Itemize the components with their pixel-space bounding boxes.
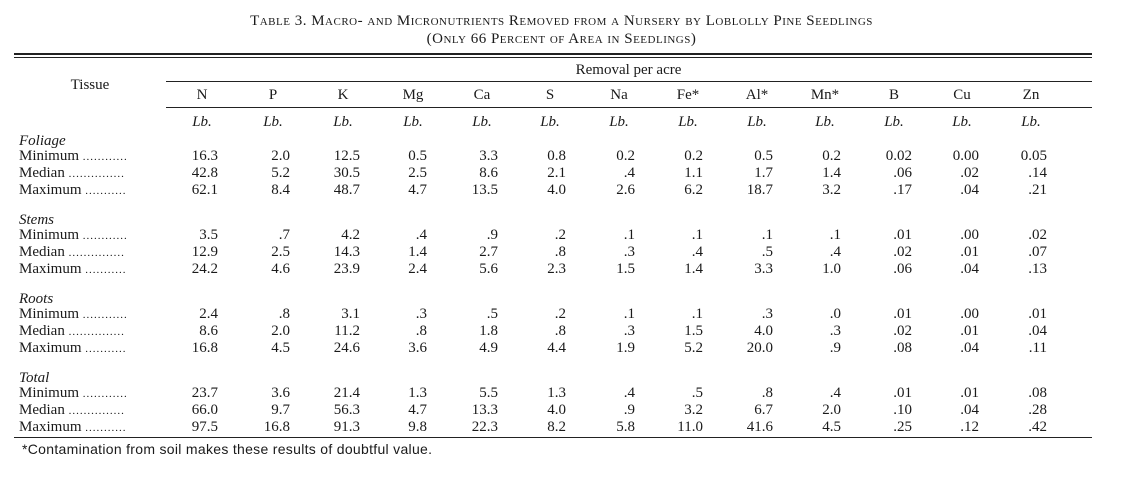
table-cell: 16.8 bbox=[263, 419, 290, 435]
unit-label: Lb. bbox=[403, 114, 423, 130]
row-label bbox=[19, 244, 125, 262]
row-label-text: Maximum bbox=[19, 340, 82, 356]
removal-header: Removal per acre bbox=[575, 62, 682, 78]
row-label-text: Minimum bbox=[19, 148, 80, 164]
table-cell: .8 bbox=[761, 385, 773, 401]
table-cell: .02 bbox=[1028, 227, 1047, 243]
table-cell: .04 bbox=[960, 261, 979, 277]
column-header-b: B bbox=[888, 87, 899, 103]
table-cell: 4.5 bbox=[271, 340, 290, 356]
leader-dots: ............ bbox=[79, 151, 128, 163]
column-header-s: S bbox=[545, 87, 555, 103]
column-header-n: N bbox=[196, 87, 208, 103]
table-cell: .4 bbox=[829, 244, 841, 260]
column-header-ca: Ca bbox=[473, 87, 491, 103]
table-cell: .4 bbox=[829, 385, 841, 401]
table-cell: .08 bbox=[1028, 385, 1047, 401]
top-rule-thick bbox=[14, 53, 1092, 55]
table-cell: .14 bbox=[1028, 165, 1047, 181]
table-cell: 20.0 bbox=[746, 340, 773, 356]
table-cell: 1.9 bbox=[616, 340, 635, 356]
table-cell: 0.00 bbox=[952, 148, 979, 164]
leader-dots: ............ bbox=[79, 388, 128, 400]
tissue-header: Tissue bbox=[70, 77, 110, 93]
table-cell: 4.0 bbox=[547, 402, 566, 418]
unit-label: Lb. bbox=[747, 114, 767, 130]
table-cell: 1.5 bbox=[684, 323, 703, 339]
table-cell: .3 bbox=[829, 323, 841, 339]
table-cell: 0.5 bbox=[408, 148, 427, 164]
table-cell: .8 bbox=[278, 306, 290, 322]
row-label-text: Maximum bbox=[19, 182, 82, 198]
table-cell: 1.4 bbox=[684, 261, 703, 277]
table-cell: 3.2 bbox=[684, 402, 703, 418]
table-cell: 23.7 bbox=[191, 385, 218, 401]
table-cell: 1.4 bbox=[822, 165, 841, 181]
table-cell: .00 bbox=[960, 227, 979, 243]
table-cell: .1 bbox=[691, 227, 703, 243]
row-label bbox=[19, 340, 127, 358]
row-label bbox=[19, 419, 127, 437]
table-cell: 5.6 bbox=[479, 261, 498, 277]
row-label-text: Median bbox=[19, 402, 65, 418]
table-cell: 2.6 bbox=[616, 182, 635, 198]
table-cell: 13.3 bbox=[471, 402, 498, 418]
row-label-text: Minimum bbox=[19, 306, 80, 322]
row-label bbox=[19, 182, 127, 200]
table-cell: 8.2 bbox=[547, 419, 566, 435]
table-cell: .04 bbox=[1028, 323, 1047, 339]
unit-label: Lb. bbox=[815, 114, 835, 130]
table-cell: 16.8 bbox=[191, 340, 218, 356]
table-cell: .5 bbox=[761, 244, 773, 260]
table-cell: 0.2 bbox=[684, 148, 703, 164]
table-title: Table 3. Macro- and Micronutrients Removed from a Nursery by Loblolly Pine Seedlings bbox=[250, 13, 873, 29]
table-cell: .04 bbox=[960, 402, 979, 418]
table-cell: 5.5 bbox=[479, 385, 498, 401]
table-cell: .2 bbox=[554, 227, 566, 243]
table-cell: 8.4 bbox=[271, 182, 290, 198]
table-cell: 62.1 bbox=[191, 182, 218, 198]
row-label bbox=[19, 385, 128, 403]
table-cell: .01 bbox=[893, 306, 912, 322]
table-cell: 97.5 bbox=[191, 419, 218, 435]
table-cell: 66.0 bbox=[191, 402, 218, 418]
table-cell: .01 bbox=[960, 385, 979, 401]
table-cell: .13 bbox=[1028, 261, 1047, 277]
table-cell: 2.5 bbox=[271, 244, 290, 260]
column-header-cu: Cu bbox=[953, 87, 971, 103]
table-cell: .1 bbox=[623, 227, 635, 243]
table-subtitle: (Only 66 Percent of Area in Seedlings) bbox=[426, 31, 697, 47]
table-cell: .21 bbox=[1028, 182, 1047, 198]
table-cell: .17 bbox=[893, 182, 912, 198]
table-cell: .06 bbox=[893, 165, 912, 181]
row-label bbox=[19, 306, 128, 324]
table-cell: .1 bbox=[829, 227, 841, 243]
section-label-total: Total bbox=[19, 370, 50, 386]
table-cell: .01 bbox=[1028, 306, 1047, 322]
row-label-text: Maximum bbox=[19, 261, 82, 277]
table-cell: 3.5 bbox=[199, 227, 218, 243]
table-cell: .5 bbox=[691, 385, 703, 401]
table-cell: 2.7 bbox=[479, 244, 498, 260]
row-label-text: Median bbox=[19, 165, 65, 181]
table-cell: 14.3 bbox=[333, 244, 360, 260]
row-label-text: Maximum bbox=[19, 419, 82, 435]
table-cell: .00 bbox=[960, 306, 979, 322]
table-cell: .3 bbox=[761, 306, 773, 322]
table-cell: 8.6 bbox=[199, 323, 218, 339]
table-cell: .8 bbox=[415, 323, 427, 339]
table-cell: 24.6 bbox=[333, 340, 360, 356]
leader-dots: ............... bbox=[64, 247, 125, 259]
table-cell: .3 bbox=[623, 323, 635, 339]
table-cell: 6.7 bbox=[754, 402, 773, 418]
table-cell: .02 bbox=[893, 323, 912, 339]
row-label-text: Median bbox=[19, 244, 65, 260]
unit-label: Lb. bbox=[884, 114, 904, 130]
table-cell: .3 bbox=[415, 306, 427, 322]
row-label bbox=[19, 402, 125, 420]
table-cell: 0.2 bbox=[822, 148, 841, 164]
section-label-stems: Stems bbox=[19, 212, 54, 228]
table-cell: .1 bbox=[691, 306, 703, 322]
top-rule-thin bbox=[14, 57, 1092, 58]
unit-label: Lb. bbox=[678, 114, 698, 130]
table-cell: 4.0 bbox=[754, 323, 773, 339]
table-cell: 3.6 bbox=[271, 385, 290, 401]
row-label bbox=[19, 323, 125, 341]
unit-label: Lb. bbox=[192, 114, 212, 130]
table-cell: 1.7 bbox=[754, 165, 773, 181]
table-cell: 4.7 bbox=[408, 182, 427, 198]
table-cell: 1.3 bbox=[408, 385, 427, 401]
leader-dots: ............... bbox=[64, 326, 125, 338]
row-label bbox=[19, 261, 127, 279]
column-header-zn: Zn bbox=[1022, 87, 1040, 103]
table-cell: .02 bbox=[893, 244, 912, 260]
table-cell: 6.2 bbox=[684, 182, 703, 198]
table-cell: 2.0 bbox=[271, 148, 290, 164]
unit-label: Lb. bbox=[263, 114, 283, 130]
table-cell: .06 bbox=[893, 261, 912, 277]
table-cell: .3 bbox=[623, 244, 635, 260]
table-cell: 0.05 bbox=[1020, 148, 1047, 164]
removal-header-rule bbox=[166, 81, 1092, 82]
table-cell: 1.5 bbox=[616, 261, 635, 277]
table-cell: 16.3 bbox=[191, 148, 218, 164]
leader-dots: ........... bbox=[81, 264, 127, 276]
row-label bbox=[19, 165, 125, 183]
leader-dots: ............... bbox=[64, 405, 125, 417]
table-cell: 56.3 bbox=[333, 402, 360, 418]
table-cell: 9.8 bbox=[408, 419, 427, 435]
table-cell: .5 bbox=[486, 306, 498, 322]
table-cell: 2.0 bbox=[822, 402, 841, 418]
table-cell: 4.4 bbox=[547, 340, 566, 356]
table-cell: 23.9 bbox=[333, 261, 360, 277]
table-cell: .01 bbox=[893, 385, 912, 401]
table-cell: 1.0 bbox=[822, 261, 841, 277]
table-cell: 91.3 bbox=[333, 419, 360, 435]
table-cell: 1.4 bbox=[408, 244, 427, 260]
unit-label: Lb. bbox=[472, 114, 492, 130]
table-cell: 5.8 bbox=[616, 419, 635, 435]
table-cell: 4.2 bbox=[341, 227, 360, 243]
column-header-al: Al* bbox=[745, 87, 769, 103]
table-cell: 3.2 bbox=[822, 182, 841, 198]
table-cell: 4.9 bbox=[479, 340, 498, 356]
table-cell: 5.2 bbox=[684, 340, 703, 356]
table-cell: .01 bbox=[960, 244, 979, 260]
column-header-rule bbox=[166, 107, 1092, 108]
section-label-foliage: Foliage bbox=[19, 133, 66, 149]
table-cell: .04 bbox=[960, 182, 979, 198]
table-cell: 11.0 bbox=[677, 419, 703, 435]
table-cell: .04 bbox=[960, 340, 979, 356]
leader-dots: ............ bbox=[79, 230, 128, 242]
column-header-p: P bbox=[268, 87, 278, 103]
table-cell: .42 bbox=[1028, 419, 1047, 435]
row-label bbox=[19, 148, 128, 166]
table-cell: 2.4 bbox=[199, 306, 218, 322]
column-header-na: Na bbox=[610, 87, 628, 103]
section-label-roots: Roots bbox=[19, 291, 54, 307]
table-cell: 24.2 bbox=[191, 261, 218, 277]
table-cell: .4 bbox=[623, 165, 635, 181]
row-label-text: Minimum bbox=[19, 385, 80, 401]
table-cell: 4.0 bbox=[547, 182, 566, 198]
row-label-text: Minimum bbox=[19, 227, 80, 243]
table-cell: 5.2 bbox=[271, 165, 290, 181]
table-cell: 2.4 bbox=[408, 261, 427, 277]
unit-label: Lb. bbox=[540, 114, 560, 130]
table-cell: .11 bbox=[1028, 340, 1047, 356]
leader-dots: ........... bbox=[81, 343, 127, 355]
column-header-k: K bbox=[337, 87, 349, 103]
unit-label: Lb. bbox=[1021, 114, 1041, 130]
unit-label: Lb. bbox=[333, 114, 353, 130]
table-cell: 2.1 bbox=[547, 165, 566, 181]
table-cell: 3.3 bbox=[479, 148, 498, 164]
table-cell: 2.3 bbox=[547, 261, 566, 277]
table-cell: .08 bbox=[893, 340, 912, 356]
table-cell: .28 bbox=[1028, 402, 1047, 418]
table-cell: .8 bbox=[554, 244, 566, 260]
table-cell: .1 bbox=[623, 306, 635, 322]
table-cell: .10 bbox=[893, 402, 912, 418]
table-cell: 21.4 bbox=[333, 385, 360, 401]
table-cell: 12.9 bbox=[191, 244, 218, 260]
table-cell: 4.6 bbox=[271, 261, 290, 277]
table-cell: 30.5 bbox=[333, 165, 360, 181]
unit-label: Lb. bbox=[952, 114, 972, 130]
table-cell: .9 bbox=[486, 227, 498, 243]
table-cell: 1.1 bbox=[684, 165, 703, 181]
table-cell: .1 bbox=[761, 227, 773, 243]
leader-dots: ............... bbox=[64, 168, 125, 180]
leader-dots: ........... bbox=[81, 185, 127, 197]
table-cell: .01 bbox=[893, 227, 912, 243]
table-cell: .4 bbox=[623, 385, 635, 401]
table-cell: .9 bbox=[623, 402, 635, 418]
table-cell: 48.7 bbox=[333, 182, 360, 198]
table-cell: .2 bbox=[554, 306, 566, 322]
table-cell: .07 bbox=[1028, 244, 1047, 260]
table-cell: .0 bbox=[829, 306, 841, 322]
row-label bbox=[19, 227, 128, 245]
table-cell: 4.5 bbox=[822, 419, 841, 435]
table-cell: 41.6 bbox=[746, 419, 773, 435]
table-cell: 22.3 bbox=[471, 419, 498, 435]
table-cell: 3.1 bbox=[341, 306, 360, 322]
table-cell: 9.7 bbox=[271, 402, 290, 418]
table-cell: .12 bbox=[960, 419, 979, 435]
table-cell: 3.3 bbox=[754, 261, 773, 277]
leader-dots: ........... bbox=[81, 422, 127, 434]
table-cell: 4.7 bbox=[408, 402, 427, 418]
column-header-fe: Fe* bbox=[676, 87, 700, 103]
footnote: *Contamination from soil makes these results of doubtful value. bbox=[22, 441, 433, 457]
table-cell: 3.6 bbox=[408, 340, 427, 356]
table-cell: 42.8 bbox=[191, 165, 218, 181]
table-cell: 2.0 bbox=[271, 323, 290, 339]
table-cell: .7 bbox=[278, 227, 290, 243]
column-header-mg: Mg bbox=[402, 87, 424, 103]
table-cell: 1.3 bbox=[547, 385, 566, 401]
row-label-text: Median bbox=[19, 323, 65, 339]
table-cell: 0.5 bbox=[754, 148, 773, 164]
table-cell: 1.8 bbox=[479, 323, 498, 339]
table-cell: 2.5 bbox=[408, 165, 427, 181]
table-cell: .4 bbox=[691, 244, 703, 260]
column-header-mn: Mn* bbox=[810, 87, 840, 103]
table-cell: .9 bbox=[829, 340, 841, 356]
leader-dots: ............ bbox=[79, 309, 128, 321]
table-cell: .02 bbox=[960, 165, 979, 181]
table-cell: .8 bbox=[554, 323, 566, 339]
table-cell: .25 bbox=[893, 419, 912, 435]
table-cell: 8.6 bbox=[479, 165, 498, 181]
bottom-rule bbox=[14, 437, 1092, 438]
unit-label: Lb. bbox=[609, 114, 629, 130]
table-cell: 0.02 bbox=[885, 148, 912, 164]
table-cell: 11.2 bbox=[334, 323, 360, 339]
table-cell: 13.5 bbox=[471, 182, 498, 198]
table-cell: 0.8 bbox=[547, 148, 566, 164]
table-cell: 0.2 bbox=[616, 148, 635, 164]
table-cell: .01 bbox=[960, 323, 979, 339]
table-cell: 18.7 bbox=[746, 182, 773, 198]
table-cell: 12.5 bbox=[333, 148, 360, 164]
table-cell: .4 bbox=[415, 227, 427, 243]
